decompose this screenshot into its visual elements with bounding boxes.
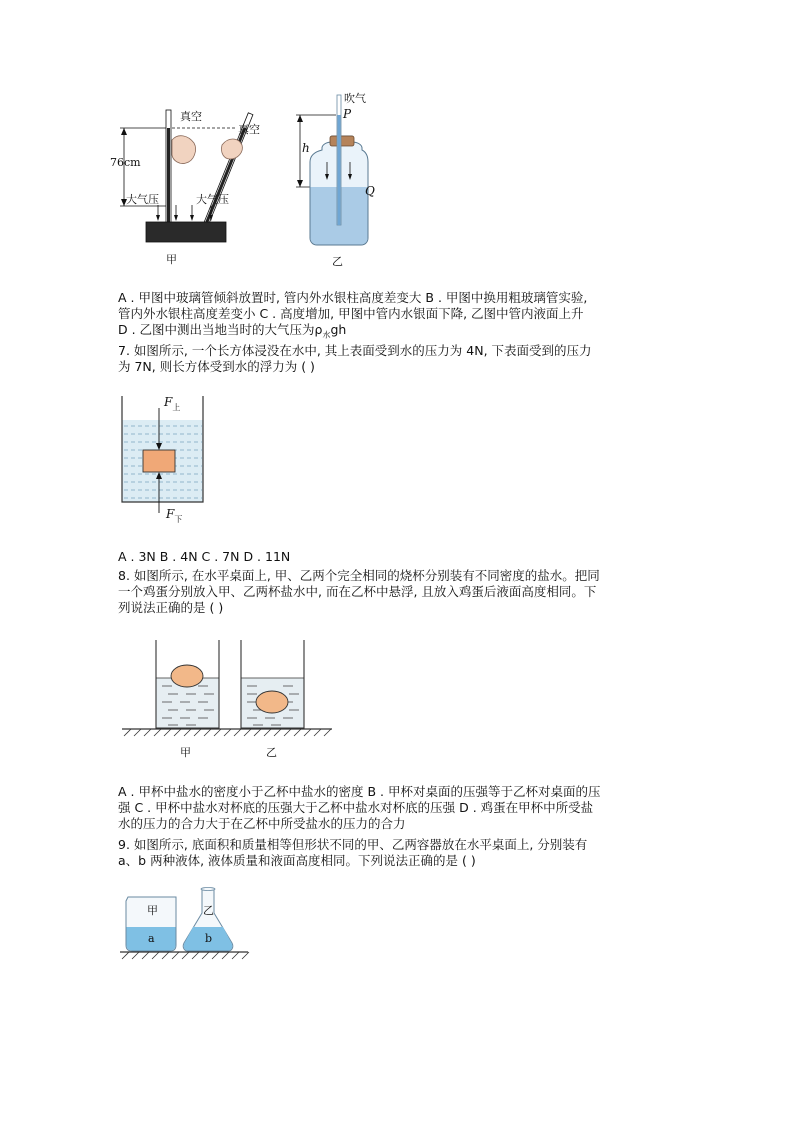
- q7-options: A . 3N B . 4N C . 7N D . 11N: [118, 549, 291, 564]
- blow-label: 吹气: [344, 92, 366, 105]
- q7-stem-line-2: 为 7N, 则长方体受到水的浮力为 ( ): [118, 359, 315, 374]
- q7-stem-line-1: 7. 如图所示, 一个长方体浸没在水中, 其上表面受到水的压力为 4N, 下表面受到的压力: [118, 343, 592, 358]
- force-bottom-F: F: [166, 507, 175, 521]
- q8-stem-line-2: 一个鸡蛋分别放入甲、乙两杯盐水中, 而在乙杯中悬浮, 且放入鸡蛋后液面高度相同。下: [118, 584, 597, 599]
- q8-caption-jia: 甲: [180, 746, 191, 759]
- height-76cm-label: 76cm: [110, 156, 141, 169]
- atm-pressure-label-right: 大气压: [196, 193, 229, 206]
- vacuum-label-right: 真空: [238, 123, 260, 136]
- vacuum-label-left: 真空: [180, 110, 202, 123]
- q9-figure: [118, 885, 250, 965]
- q8-options-line-3: 水的压力的合力大于在乙杯中所受盐水的压力的合力: [118, 816, 406, 831]
- q9-stem-line-2: a、b 两种液体, 液体质量和液面高度相同。下列说法正确的是 ( ): [118, 853, 476, 868]
- q8-stem-line-3: 列说法正确的是 ( ): [118, 600, 224, 615]
- q6-options-line-2: 管内外水银柱高度差变小 C . 高度增加, 甲图中管内水银面下降, 乙图中管内液面上升: [118, 306, 584, 321]
- q9-label-b: b: [205, 932, 213, 945]
- q6-options-line-3: [118, 322, 346, 344]
- point-Q-label: Q: [365, 184, 375, 198]
- force-top-F: F: [164, 395, 173, 409]
- q9-stem-line-1: 9. 如图所示, 底面积和质量相等但形状不同的甲、乙两容器放在水平桌面上, 分别装有: [118, 837, 588, 852]
- q8-stem-line-1: 8. 如图所示, 在水平桌面上, 甲、乙两个完全相同的烧杯分别装有不同密度的盐水。把同: [118, 568, 600, 583]
- q6-option-d-suffix: gh: [330, 322, 347, 337]
- bottle-figure: [292, 90, 392, 270]
- q9-label-yi: 乙: [203, 904, 214, 917]
- q8-figure: [118, 636, 338, 764]
- q6-option-d-subscript: 水: [322, 330, 331, 340]
- q9-label-a: a: [148, 932, 155, 945]
- point-P-label: P: [343, 107, 352, 121]
- figure-caption-yi: 乙: [332, 255, 343, 268]
- q6-options-line-1: A . 甲图中玻璃管倾斜放置时, 管内外水银柱高度差变大 B . 甲图中换用粗玻璃管实验,: [118, 290, 588, 305]
- force-bottom-label: [165, 507, 182, 524]
- q8-options-line-1: A . 甲杯中盐水的密度小于乙杯中盐水的密度 B . 甲杯对桌面的压强等于乙杯对桌面的压: [118, 784, 601, 799]
- figure-caption-jia: 甲: [166, 253, 177, 266]
- torricelli-figure: [110, 95, 285, 270]
- force-top-label: [163, 395, 180, 412]
- force-top-subscript: 上: [172, 403, 181, 412]
- force-bottom-subscript: 下: [174, 515, 183, 524]
- q6-option-d-prefix: D . 乙图中测出当地当时的大气压为ρ: [118, 322, 323, 337]
- q9-label-jia: 甲: [147, 904, 158, 917]
- height-h-label: h: [302, 141, 310, 155]
- atm-pressure-label-left: 大气压: [126, 193, 159, 206]
- q8-options-line-2: 强 C . 甲杯中盐水对杯底的压强大于乙杯中盐水对杯底的压强 D . 鸡蛋在甲杯中所受盐: [118, 800, 594, 815]
- q8-caption-yi: 乙: [266, 746, 277, 759]
- q7-figure: [118, 388, 208, 530]
